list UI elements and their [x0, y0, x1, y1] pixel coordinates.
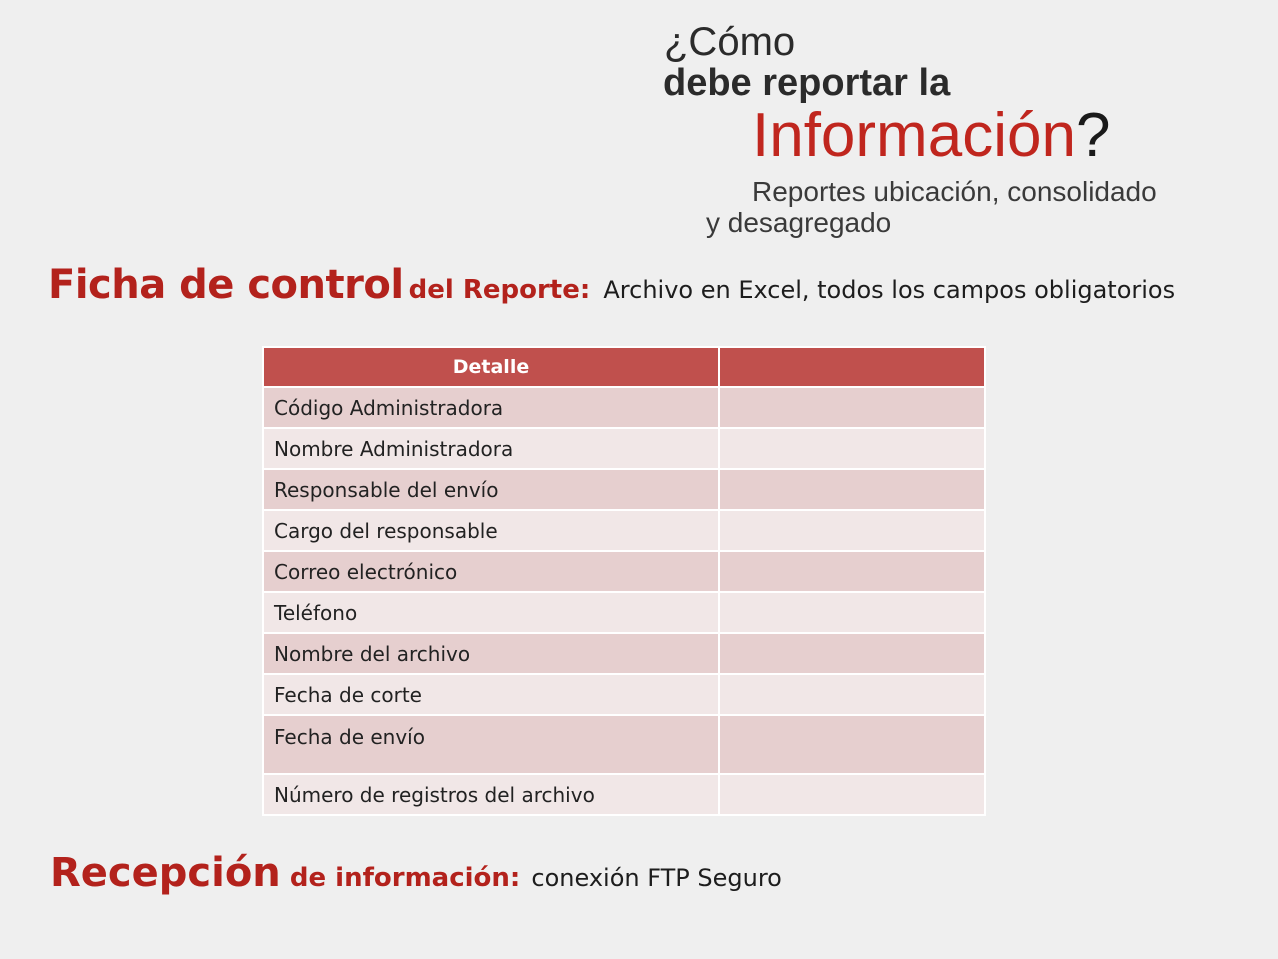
- recepcion-title-small: de información:: [289, 863, 521, 893]
- table-row: [263, 469, 985, 510]
- heading-informacion: [752, 100, 1110, 171]
- table-row: [263, 674, 985, 715]
- heading-subtitle-line1: Reportes ubicación, consolidado: [752, 176, 1157, 207]
- row-value-cell: [719, 633, 985, 674]
- row-value-cell: [719, 387, 985, 428]
- row-label: Código Administradora: [263, 387, 719, 428]
- row-value-cell: [719, 774, 985, 815]
- heading-debe-reportar: debe reportar la: [663, 62, 951, 104]
- table-row: [263, 774, 985, 815]
- recepcion-description: conexión FTP Seguro: [531, 864, 782, 892]
- row-label: Correo electrónico: [263, 551, 719, 592]
- row-label: Teléfono: [263, 592, 719, 633]
- row-label: Número de registros del archivo: [263, 774, 719, 815]
- table-row: [263, 551, 985, 592]
- table-header-row: [263, 347, 985, 387]
- row-label: Fecha de envío: [263, 715, 719, 774]
- table-header-value: [719, 347, 985, 387]
- table-row: [263, 633, 985, 674]
- ficha-title-big: Ficha de control: [48, 262, 404, 308]
- recepcion-title: [50, 850, 782, 896]
- table-row: [263, 592, 985, 633]
- row-value-cell: [719, 551, 985, 592]
- ficha-control-table: [262, 346, 986, 816]
- table-header-detalle: Detalle: [263, 347, 719, 387]
- table-row: [263, 387, 985, 428]
- row-value-cell: [719, 428, 985, 469]
- heading-como: ¿Cómo: [664, 20, 796, 64]
- heading-subtitle-line2: y desagregado: [706, 207, 892, 238]
- table-row: [263, 428, 985, 469]
- row-label: Responsable del envío: [263, 469, 719, 510]
- heading-question-mark: ?: [1075, 101, 1111, 170]
- row-label: Cargo del responsable: [263, 510, 719, 551]
- ficha-title: [48, 262, 1175, 308]
- row-value-cell: [719, 592, 985, 633]
- row-label: Fecha de corte: [263, 674, 719, 715]
- table-row: [263, 510, 985, 551]
- row-value-cell: [719, 674, 985, 715]
- row-label: Nombre del archivo: [263, 633, 719, 674]
- ficha-description: Archivo en Excel, todos los campos obligatorios: [603, 276, 1176, 304]
- row-value-cell: [719, 469, 985, 510]
- recepcion-title-big: Recepción: [50, 850, 281, 896]
- row-label: Nombre Administradora: [263, 428, 719, 469]
- heading-informacion-word: Información: [752, 101, 1076, 170]
- ficha-title-small: del Reporte:: [408, 275, 591, 305]
- row-value-cell: [719, 510, 985, 551]
- table-row: [263, 715, 985, 774]
- row-value-cell: [719, 715, 985, 774]
